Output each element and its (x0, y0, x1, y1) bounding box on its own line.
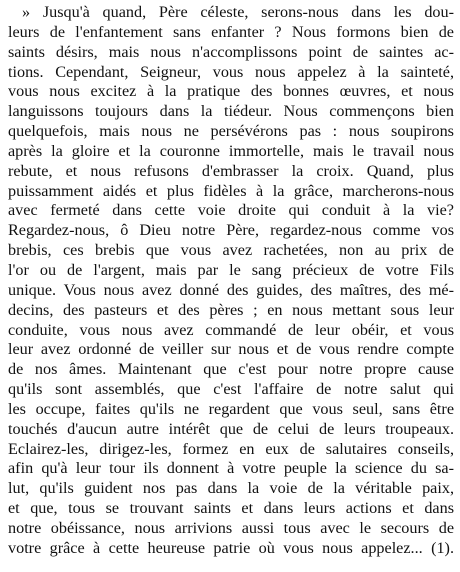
paragraph-line: et que, tous se trouvant saints et dans leurs actions et dans (8, 499, 454, 518)
paragraph-line: tions. Cependant, Seigneur, vous nous appelez à la sainteté, (8, 62, 454, 81)
paragraph-line: Eclairez-les, dirigez-les, formez en eux de salutaires conseils, (8, 439, 454, 458)
paragraph-line: lut, qu'ils guident nos pas dans la voie de la véritable paix, (8, 479, 454, 498)
paragraph-line: » Jusqu'à quand, Père céleste, serons-nous dans les dou- (22, 3, 454, 21)
paragraph-line: de nos âmes. Maintenant que c'est pour notre propre cause (8, 360, 454, 379)
paragraph-line: touchés d'aucun autre intérêt que de celui de leurs troupeaux. (8, 419, 454, 438)
paragraph-line: qu'ils sont assemblés, que c'est l'affaire de notre salut qui (8, 380, 454, 399)
paragraph-line: vous nous excitez à la pratique des bonnes œuvres, et nous (8, 82, 454, 101)
paragraph-line: l'or ou de l'argent, mais par le sang précieux de votre Fils (8, 260, 454, 279)
paragraph-line: afin qu'à leur tour ils donnent à votre peuple la science du sa- (8, 459, 454, 478)
paragraph-line: brebis, ces brebis que vous avez rachetées, non au prix de (8, 241, 454, 260)
paragraph-line: conduite, vous nous avez commandé de leur obéir, et vous (8, 320, 454, 339)
paragraph-line: votre grâce à cette heureuse patrie où vous nous appelez... (1). (8, 538, 454, 557)
paragraph-line: puissamment aidés et plus fidèles à la grâce, marcherons-nous (8, 181, 454, 200)
paragraph-line: les occupe, faites qu'ils ne regardent que vous seul, sans être (8, 399, 454, 418)
paragraph-line: avec fermeté dans cette voie droite qui conduit à la vie? (8, 201, 454, 220)
paragraph-line: leurs de l'enfantement sans enfanter ? Nous formons bien de (8, 22, 454, 41)
paragraph-line: quelquefois, mais nous ne persévérons pas : nous soupirons (8, 122, 454, 141)
paragraph-line: notre obéissance, nous arrivions aussi tous avec le secours de (8, 518, 454, 537)
document-page (8, 0, 454, 572)
paragraph-line: après la gloire et la couronne immortelle, mais le travail nous (8, 141, 454, 160)
paragraph-line: languissons toujours dans la tiédeur. Nous commençons bien (8, 102, 454, 121)
paragraph-line: rebute, et nous refusons d'embrasser la croix. Quand, plus (8, 161, 454, 180)
paragraph-line: unique. Vous nous avez donné des guides, des maîtres, des mé- (8, 280, 454, 299)
paragraph-line: decins, des pasteurs et des pères ; en nous mettant sous leur (8, 300, 454, 319)
body-paragraph (8, 3, 454, 559)
paragraph-line: leur avez ordonné de veiller sur nous et de vous rendre compte (8, 340, 454, 359)
paragraph-line: saints désirs, mais nous n'accomplissons point de saintes ac- (8, 42, 454, 61)
paragraph-line: Regardez-nous, ô Dieu notre Père, regardez-nous comme vos (8, 221, 454, 240)
